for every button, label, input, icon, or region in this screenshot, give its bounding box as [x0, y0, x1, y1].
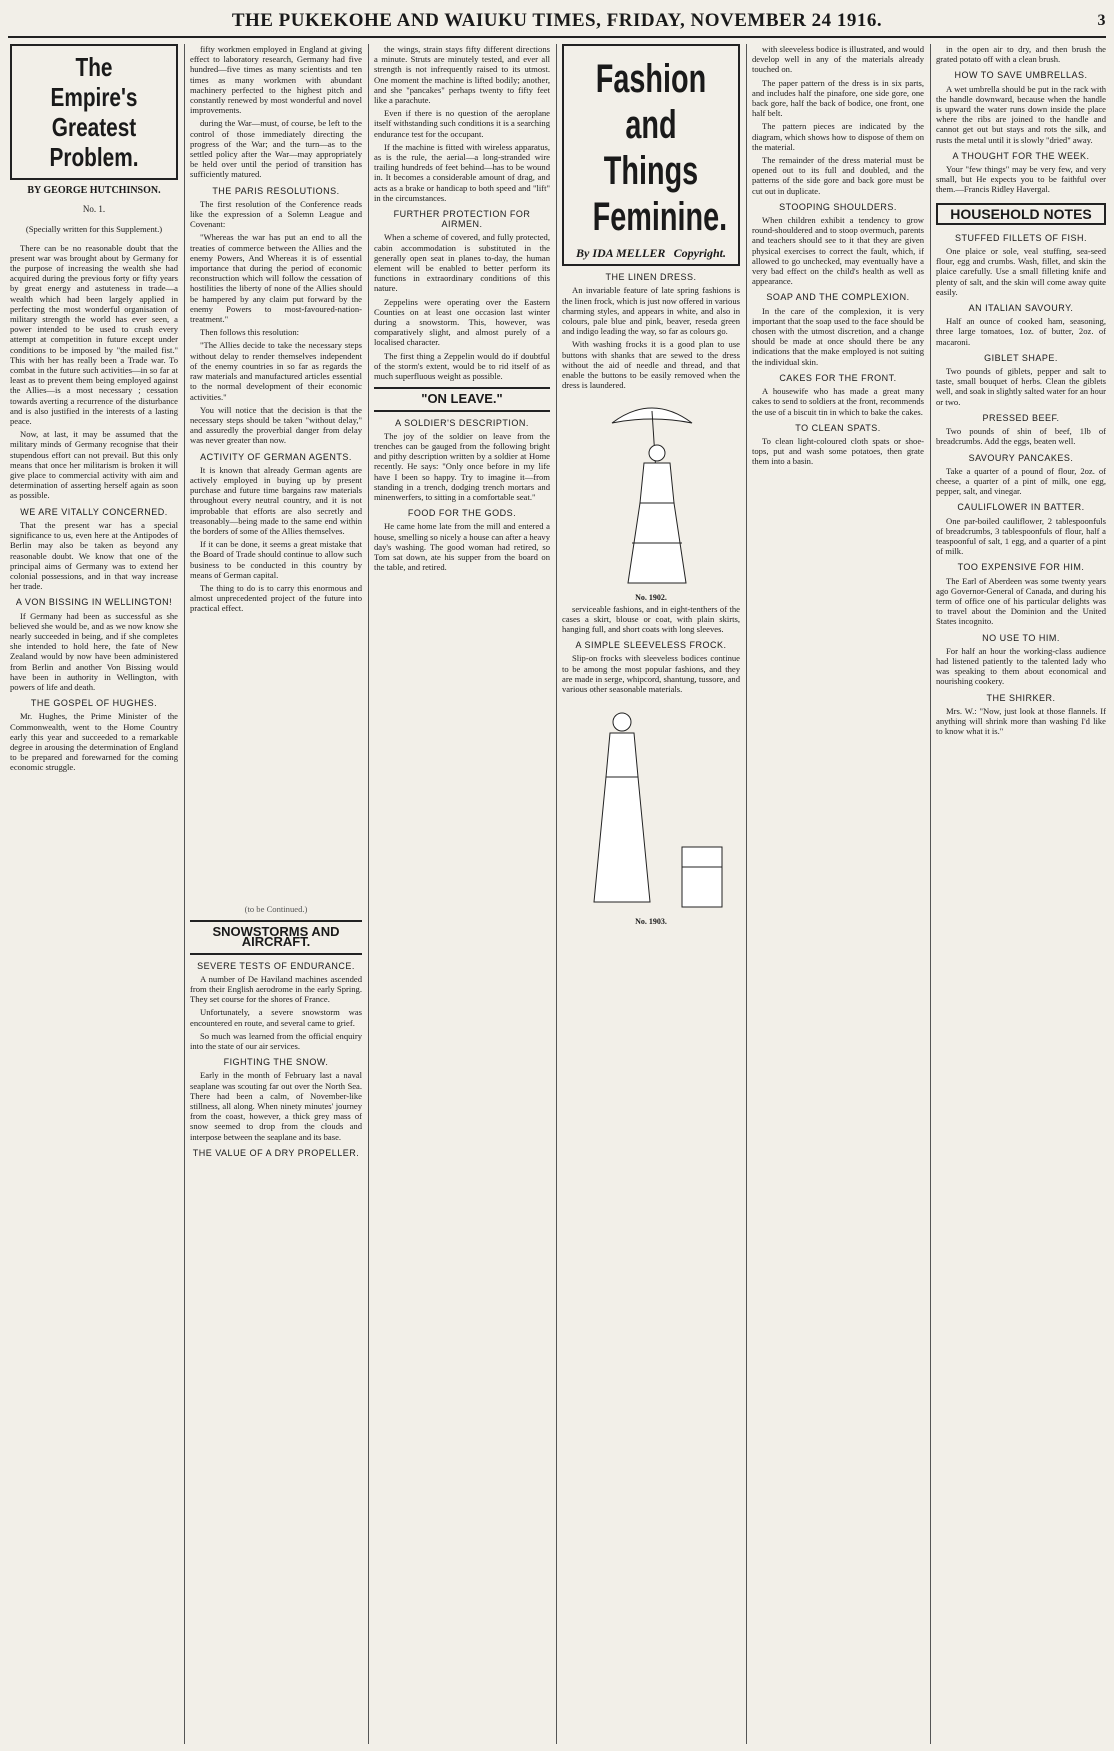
paragraph: The first resolution of the Conference reads like the expression of a Solemn League and Covenant:: [190, 198, 362, 230]
paragraph: the wings, strain stays fifty different directions a minute. Struts are minutely tested, and ever all strength is not infrequently raised to its utmost. One moment the machine is lifted bodily; another, and she "pancakes" perhaps twenty to fifty feet like a parachute.: [374, 44, 550, 106]
article-note: (Specially written for this Supplement.): [25, 224, 163, 235]
paragraph: The joy of the soldier on leave from the trenches can be gauged from the following bright and pithy description written by a soldier at Home recently. He says: "Only once before in my life have I been so happy. Try to imagine it—from standing in a trench, dodging trench mortars and minenwerfers, to sitting in a comfortable seat.": [374, 430, 550, 502]
paragraph: Your "few things" may be very few, and very small, but He expects you to be faithful over them.—Francis Ridley Havergal.: [936, 164, 1106, 195]
masthead: [8, 6, 1106, 38]
fashion-illustration-2: [562, 697, 740, 917]
subheading: HOW TO SAVE UMBRELLAS.: [954, 70, 1088, 81]
paragraph: In the care of the complexion, it is very important that the soap used to the face should be chosen with the utmost discretion, and a change should be made at once should there be any indications that the make employed is not suiting the individual skin.: [752, 305, 924, 367]
paragraph: If it can be done, it seems a great mistake that the Board of Trade should continue to allow such business to be conducted in this country by means of German capital.: [190, 539, 362, 580]
paragraph: Two pounds of shin of beef, 1lb of breadcrumbs. Add the eggs, beaten well.: [936, 426, 1106, 447]
column-6: [936, 44, 1106, 1744]
subheading: WE ARE VITALLY CONCERNED.: [20, 506, 168, 517]
subheading: THE VALUE OF A DRY PROPELLER.: [192, 1147, 360, 1158]
paragraph: So much was learned from the official enquiry into the state of our air services.: [190, 1030, 362, 1052]
column-rule: [556, 44, 557, 1744]
subheading: CAULIFLOWER IN BATTER.: [957, 502, 1085, 513]
subheading: CAKES FOR THE FRONT.: [779, 372, 897, 383]
fashion-author: By IDA MELLER: [576, 246, 666, 260]
subheading: FURTHER PROTECTION FOR AIRMEN.: [393, 209, 531, 230]
column-rule: [368, 44, 369, 1744]
subheading: A SOLDIER'S DESCRIPTION.: [395, 417, 529, 428]
paragraph: with sleeveless bodice is illustrated, and would develop well in any of the materials already touched on.: [752, 44, 924, 75]
paragraph: That the present war has a special significance to us, even here at the Antipodes of Berlin may also be taken as beyond any reasonable doubt. We know that one of the principal aims of Germany was to extend her colonial possessions, and in that way increase her trade.: [10, 519, 178, 592]
paragraph: Early in the month of February last a naval seaplane was scouting far out over the North Sea. There had been a calm, of November-like stillness, all along. When ninety minutes' journey from the coast, however, a thick grey mass of snow seemed to drop from the clouds and interpose between the seaplane and its base.: [190, 1070, 362, 1142]
subheading: SAVOURY PANCAKES.: [968, 452, 1074, 463]
article-title-box: [10, 44, 178, 180]
paragraph: If Germany had been as successful as she believed she would be, and as we now know she nearly succeeded in being, and if she completes she intended to hold here, the fate of New Zealand would by now have been administered from Berlin and another Von Bissing would have been in authority in Wellington, with powers of life and death.: [10, 610, 178, 692]
paragraph: Then follows this resolution:: [200, 327, 300, 338]
subheading: PRESSED BEEF.: [982, 412, 1060, 423]
page-number: 3: [1097, 12, 1106, 29]
subheading: THE GOSPEL OF HUGHES.: [30, 698, 158, 709]
paragraph: The paper pattern of the dress is in six parts, and includes half the pinafore, one side gore, one back gore, half the back of bodice, one front, one half belt.: [752, 77, 924, 119]
paragraph: The pattern pieces are indicated by the diagram, which shows how to dispose of them on the material.: [752, 121, 924, 152]
continued-note: (to be Continued.): [244, 904, 308, 914]
subheading: A SIMPLE SLEEVELESS FROCK.: [575, 640, 727, 651]
paragraph: Mr. Hughes, the Prime Minister of the Commonwealth, went to the Home Country early this year and succeeded to a remarkable degree in arousing the determination of England to be prepared and forewarned for the coming economic struggle.: [10, 711, 178, 773]
paragraph: Even if there is no question of the aeroplane itself withstanding such conditions it is a searching endurance test for the occupant.: [374, 108, 550, 139]
paragraph: A wet umbrella should be put in the rack with the handle downward, because when the handle is upward the water runs down inside the place where the ribs are joined to the handle and cannot get out but stays and rots the silk, and rusts the metal until it is slowly "dried" away.: [936, 83, 1106, 145]
subheading: A VON BISSING IN WELLINGTON!: [15, 597, 173, 608]
subheading: ACTIVITY OF GERMAN AGENTS.: [200, 451, 352, 462]
paragraph: When a scheme of covered, and fully protected, cabin accommodation is substituted in the generally open seat in planes to-day, the human element will be enabled to better perform its functions in extraordinary conditions of this nature.: [374, 232, 550, 294]
paragraph: When children exhibit a tendency to grow round-shouldered and to stoop overmuch, parents and teachers should see to it that they are given physical exercises to correct the fault, which, if allowed to go unchecked, may eventually have a very bad effect on the child's health as well as appearance.: [752, 215, 924, 287]
paragraph: To clean light-coloured cloth spats or shoe-tops, put and wash some potatoes, then grate them into a basin.: [752, 435, 924, 467]
subheading: SEVERE TESTS OF ENDURANCE.: [197, 960, 355, 971]
household-notes-heading: HOUSEHOLD NOTES: [936, 203, 1106, 225]
sleeveless-frock-figure: [562, 697, 740, 917]
paragraph: The remainder of the dress material must be opened out to its full and doubled, and the patterns of the side gore and back gore must be cut out in duplicate.: [752, 155, 924, 196]
fashion-title: Fashion and Things Feminine.: [592, 57, 728, 239]
paragraph: fifty workmen employed in England at giving effect to laboratory research, Germany had five hundred—five times as many scientists and ten times as many workmen with abundant machinery perfected to the highest pitch and constantly renewed by most wonderful and novel improvements.: [190, 44, 362, 116]
paragraph: If the machine is fitted with wireless apparatus, as is the rule, the aerial—a long-stranded wire trailing hundreds of feet behind—has to be wound in. It becomes a considerable amount of drag, and acts as a brake or handicap to both speed and "lift" in the circumstances.: [374, 141, 550, 203]
headline-on-leave: "ON LEAVE.": [374, 387, 550, 411]
fashion-copyright: Copyright.: [673, 246, 726, 260]
subheading: STOOPING SHOULDERS.: [779, 201, 897, 212]
paragraph: Unfortunately, a severe snowstorm was encountered en route, and several came to grief.: [190, 1007, 362, 1028]
subheading: GIBLET SHAPE.: [984, 352, 1058, 363]
subheading: TOO EXPENSIVE FOR HIM.: [957, 562, 1085, 573]
paragraph: in the open air to dry, and then brush the grated potato off with a clean brush.: [936, 44, 1106, 65]
subheading: THE PARIS RESOLUTIONS.: [212, 185, 340, 196]
subheading: THE SHIRKER.: [986, 692, 1056, 703]
subheading: AN ITALIAN SAVOURY.: [968, 303, 1074, 314]
column-rule: [930, 44, 931, 1744]
paragraph: For half an hour the working-class audience had listened patiently to the talented lady who was speaking to them about economical and nourishing cookery.: [936, 645, 1106, 687]
paragraph: You will notice that the decision is that the necessary steps should be taken "without delay," and assuredly the proverbial danger from delay was never greater than now.: [190, 404, 362, 446]
figure-caption: No. 1903.: [635, 917, 667, 927]
figure-caption: No. 1902.: [635, 593, 667, 603]
column-rule: [746, 44, 747, 1744]
column-1: [10, 44, 178, 1744]
paragraph: The Earl of Aberdeen was some twenty years ago Governor-General of Canada, and during his term of office one of his particular delights was to travel about the Dominion and the United States incognito.: [936, 575, 1106, 627]
paragraph: serviceable fashions, and in eight-tenthers of the cases a skirt, blouse or coat, with plain skirts, hanging full, and short coats with long sleeves.: [562, 603, 740, 635]
subheading: NO USE TO HIM.: [982, 632, 1060, 643]
paragraph: Zeppelins were operating over the Eastern Counties on at least one occasion last winter during a snowstorm. This, however, was comparatively slight, and almost purely of a localised character.: [374, 296, 550, 348]
paragraph: Mrs. W.: "Now, just look at those flannels. If anything will shrink more than washing I'd like to know what it is.": [936, 705, 1106, 737]
paragraph: "The Allies decide to take the necessary steps without delay to render themselves independent of the enemy countries in so far as regards the raw materials and manufactured articles essential to the normal development of their economic activities.": [190, 340, 362, 402]
paragraph: One par-boiled cauliflower, 2 tablespoonfuls of breadcrumbs, 3 tablespoonfuls of flour, half a teaspoonful of salt, 1 egg, and a quarter of a pint of milk.: [936, 515, 1106, 557]
subheading: A THOUGHT FOR THE WEEK.: [952, 150, 1090, 161]
fashion-header-box: [562, 44, 740, 266]
fashion-byline: [570, 248, 732, 258]
subheading: FIGHTING THE SNOW.: [223, 1057, 329, 1068]
fashion-illustration-1: [562, 393, 740, 593]
column-4: [562, 44, 740, 1744]
subheading: SOAP AND THE COMPLEXION.: [766, 292, 910, 303]
article-title: The Empire's Greatest Problem.: [49, 52, 139, 172]
column-rule: [184, 44, 185, 1744]
paragraph: He came home late from the mill and entered a house, smelling so nicely a house can after a heavy day's washing. The good woman had retired, so Tom sat down, ate his supper from the board on the table, and retired.: [374, 521, 550, 573]
paragraph: A number of De Haviland machines ascended from their English aerodrome in the early Spring. They set course for the shores of France.: [190, 973, 362, 1005]
paragraph: during the War—must, of course, be left to the control of those immediately directing the progress of the War; and the turn—as to the settled policy after the War—may appropriately be held over until the period of transition has sufficiently matured.: [190, 118, 362, 180]
masthead-title: THE PUKEKOHE AND WAIUKU TIMES, FRIDAY, NOVEMBER 24 1916.: [231, 10, 883, 31]
snowstorms-article: [190, 900, 362, 1740]
column-5: [752, 44, 924, 1744]
paragraph: Two pounds of giblets, pepper and salt to taste, small bouquet of herbs. Clean the giblets well, and soak in slightly salted water for an hour or two.: [936, 366, 1106, 407]
column-3: [374, 44, 550, 1744]
paragraph: One plaice or sole, veal stuffing, sea-seed flour, egg and crumbs. Wash, fillet, and skin the plaice carefully. Use a small filleting knife and plenty of salt, and the skin will come away quite easily.: [936, 246, 1106, 297]
subheading: TO CLEAN SPATS.: [795, 422, 881, 433]
paragraph: The first thing a Zeppelin would do if doubtful of the storm's extent, would be to rid itself of as much superfluous weight as possible.: [374, 350, 550, 382]
paragraph: Half an ounce of cooked ham, seasoning, three large tomatoes, 1oz. of butter, 2oz. of macaroni.: [936, 316, 1106, 347]
paragraph: An invariable feature of late spring fashions is the linen frock, which is just now offered in various charming styles, and appears in white, and also in colours, pale blue and pink, beaver, reseda green and indigo leading the way, so far as colours go.: [562, 285, 740, 337]
subheading: STUFFED FILLETS OF FISH.: [954, 232, 1087, 243]
paragraph: "Whereas the war has put an end to all the treaties of commerce between the Allies and the enemy Powers, And Whereas it is of essential importance that during the period of economic reconstruction which will follow the cessation of hostilities the liberty of none of the Allies should be hampered by any claim put forward by the enemy Powers to most-favoured-nation-treatment.": [190, 232, 362, 325]
paragraph: There can be no reasonable doubt that the present war was brought about by Germany for the purpose of increasing the wealth she had acquired during the previous forty or fifty years by great energy and astuteness in trade—a wealth which had been largely applied in perfecting the most wonderful organisation of military strength the world has ever seen, a power intended to be used to crush every attempt at competition in future except under conditions to be imposed by "the mailed fist." This with her has really been a Trade war. To combat in the future such activities—in so far at least as to prevent them being employed against the Allies—is a most necessary ; cessation towards averting a recurrence of the disturbance and is also justified in the interests of a lasting peace.: [10, 242, 178, 427]
paragraph: Slip-on frocks with sleeveless bodices continue to be among the most popular fashions, and they are made in serge, whipcord, shantung, tussore, and various other seasonable materials.: [562, 653, 740, 695]
headline-snowstorms: SNOWSTORMS AND AIRCRAFT.: [190, 920, 362, 954]
paragraph: Now, at last, it may be assumed that the military minds of Germany recognise that their stupendous effort can not prevail. But this only means that once her militarism is broken it will give place to commercial activity with aim and determination of asserting herself again as soon as possible.: [10, 429, 178, 501]
paragraph: With washing frocks it is a good plan to use buttons with shanks that are sewed to the dress without the aid of needle and thread, and that enable the buttons to be easily removed when the dress is laundered.: [562, 339, 740, 391]
paragraph: The thing to do is to carry this enormous and almost unprecedented project of the future into practical effect.: [190, 582, 362, 614]
paragraph: Take a quarter of a pound of flour, 2oz. of cheese, a quarter of a pint of milk, one egg, pepper, salt, and vinegar.: [936, 465, 1106, 497]
paragraph: A housewife who has made a great many cakes to send to soldiers at the front, recommends the use of a biscuit tin in which to bake the cakes.: [752, 386, 924, 417]
woman-with-parasol-figure: [562, 393, 740, 593]
subheading: FOOD FOR THE GODS.: [407, 508, 517, 519]
subheading: THE LINEN DRESS.: [605, 272, 697, 283]
article-part: No. 1.: [82, 204, 106, 215]
article-byline: BY GEORGE HUTCHINSON.: [27, 185, 161, 196]
paragraph: It is known that already German agents are actively employed in buying up by present purchase and future time bargains raw materials throughout every neutral country, and it is not improbable that efforts are also secretly and treasonably—being made to the same end within the borders of some of the Allies themselves.: [190, 464, 362, 536]
